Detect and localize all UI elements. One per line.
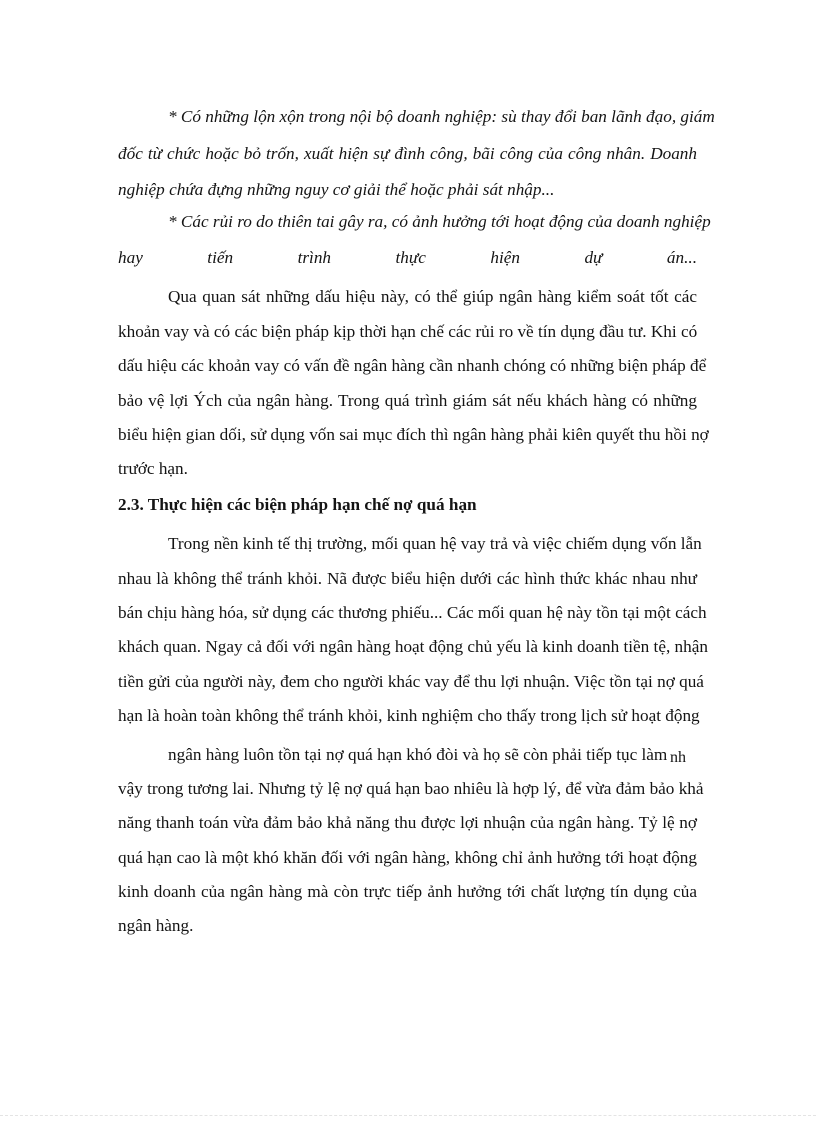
paragraph-line: nhau là không thể tránh khỏi. Nã được biểu hiện dưới các hình thức khác nhau như [118, 569, 697, 588]
italic-line: đốc từ chức hoặc bỏ trốn, xuất hiện sự đình công, bãi công của công nhân. Doanh [118, 144, 697, 163]
paragraph-line: dấu hiệu các khoản vay có vấn đề ngân hàng cần nhanh chóng có những biện pháp để [118, 356, 707, 375]
paragraph-line: kinh doanh của ngân hàng mà còn trực tiếp ảnh hưởng tới chất lượng tín dụng của [118, 882, 697, 901]
paragraph-line: bán chịu hàng hóa, sử dụng các thương phiếu... Các mối quan hệ này tồn tại một cách [118, 603, 707, 622]
paragraph-line: Qua quan sát những dấu hiệu này, có thể giúp ngân hàng kiểm soát tốt các [168, 287, 697, 306]
paragraph-line: năng thanh toán vừa đảm bảo khả năng thu được lợi nhuận của ngân hàng. Tỷ lệ nợ [118, 813, 697, 832]
paragraph-line: vậy trong tương lai. Nhưng tỷ lệ nợ quá hạn bao nhiêu là hợp lý, để vừa đảm bảo khả [118, 779, 704, 798]
stray-fragment: nh [670, 749, 686, 766]
italic-line: hay tiến trình thực hiện dự án... [118, 248, 697, 267]
italic-line: * Có những lộn xộn trong nội bộ doanh nghiệp: sù thay đổi ban lãnh đạo, giám [168, 107, 715, 126]
section-heading: 2.3. Thực hiện các biện pháp hạn chế nợ quá hạn [118, 495, 477, 514]
paragraph-line: khách quan. Ngay cả đối với ngân hàng hoạt động chủ yếu là kinh doanh tiền tệ, nhận [118, 637, 708, 656]
page-bottom-divider [0, 1115, 816, 1116]
paragraph-line: quá hạn cao là một khó khăn đối với ngân hàng, không chỉ ảnh hưởng tới hoạt động [118, 848, 697, 867]
paragraph-line: ngân hàng. [118, 916, 194, 935]
paragraph-line: ngân hàng luôn tồn tại nợ quá hạn khó đòi và họ sẽ còn phải tiếp tục làm [168, 745, 668, 764]
paragraph-line: Trong nền kinh tế thị trường, mối quan hệ vay trả và việc chiếm dụng vốn lẫn [168, 534, 702, 553]
paragraph-line: trước hạn. [118, 459, 188, 478]
paragraph-line: hạn là hoàn toàn không thể tránh khỏi, kinh nghiệm cho thấy trong lịch sử hoạt động [118, 706, 700, 725]
italic-line: nghiệp chứa đựng những nguy cơ giải thể hoặc phải sát nhập... [118, 180, 555, 199]
paragraph-line: biểu hiện gian dối, sử dụng vốn sai mục đích thì ngân hàng phải kiên quyết thu hồi nợ [118, 425, 709, 444]
paragraph-line: khoản vay và có các biện pháp kịp thời hạn chế các rủi ro về tín dụng đầu tư. Khi có [118, 322, 698, 341]
paragraph-line: tiền gửi của người này, đem cho người khác vay để thu lợi nhuận. Việc tồn tại nợ quá [118, 672, 704, 691]
paragraph-line: bảo vệ lợi Ých của ngân hàng. Trong quá trình giám sát nếu khách hàng có những [118, 391, 697, 410]
italic-line: * Các rủi ro do thiên tai gây ra, có ảnh hưởng tới hoạt động của doanh nghiệp [168, 212, 711, 231]
